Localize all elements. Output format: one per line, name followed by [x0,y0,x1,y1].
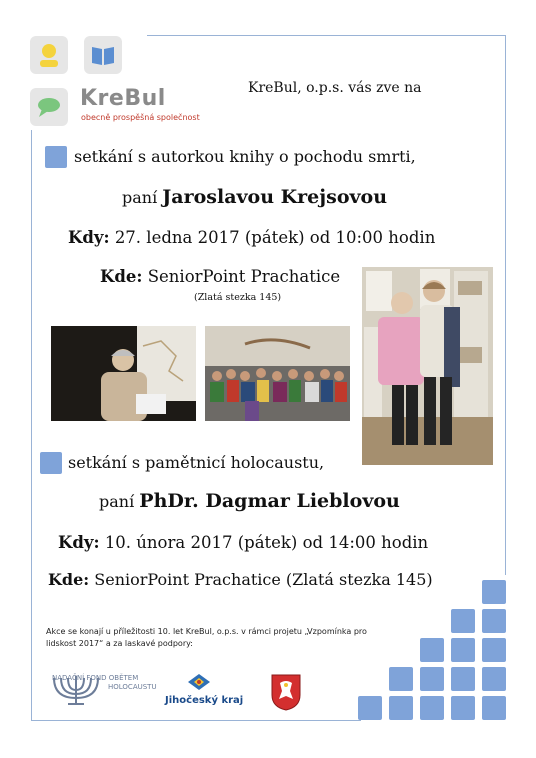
event1-when [68,228,435,247]
event2-where-label: Kde: [48,570,90,589]
event2-intro: setkání s pamětnicí holocaustu, [68,453,325,472]
frame-right-line [505,35,506,575]
event1-guest-prefix: paní [122,188,158,207]
coat-of-arms-icon [270,673,302,711]
deco-square [451,696,475,720]
deco-square [420,638,444,662]
frame-left-line [31,130,32,720]
event1-when-value: 27. ledna 2017 (pátek) od 10:00 hodin [114,228,436,247]
event1-where-detail: (Zlatá stezka 145) [194,292,282,303]
event2-when-label: Kdy: [58,533,100,552]
deco-square [389,667,413,691]
deco-square [358,696,382,720]
event1-intro: setkání s autorkou knihy o pochodu smrti, [74,147,416,166]
event2-when [58,533,428,552]
deco-square [482,696,506,720]
event2-where-value: SeniorPoint Prachatice (Zlatá stezka 145) [94,570,433,589]
event2-where [48,570,433,589]
event1-where [100,267,340,286]
footer-note: Akce se konají u příležitosti 10. let KreBul, o.p.s. v rámci projetu „Vzpomínka pro lidskost 2017“ a za laskavé podpory: [46,627,367,648]
photo-two-women [362,267,493,465]
event2-when-value: 10. února 2017 (pátek) od 14:00 hodin [104,533,429,552]
deco-square [420,667,444,691]
event2-guest-prefix: paní [99,492,135,511]
deco-square [482,638,506,662]
frame-top-line [147,35,505,36]
invitation-line: KreBul, o.p.s. vás zve na [248,80,422,96]
event1-when-label: Kdy: [68,228,110,247]
event1-guest-name: Jaroslavou Krejsovou [162,186,388,208]
event1-guest [122,186,387,208]
sponsor1-line1: NADAČNÍ FOND OBĚTEM [52,674,139,682]
speech-bubble-icon [30,88,68,126]
deco-square [451,638,475,662]
deco-square [451,609,475,633]
person-icon [30,36,68,74]
logo-name: KreBul [80,86,166,111]
event1-where-value: SeniorPoint Prachatice [147,267,341,286]
bullet-square [45,146,67,168]
event2-guest [99,490,400,512]
deco-square [451,667,475,691]
deco-square [389,696,413,720]
photo-author-reading [51,326,196,421]
logo-subtitle: obecně prospěšná společnost [81,113,200,122]
event2-guest-name: PhDr. Dagmar Lieblovou [139,490,400,512]
photo-group-students [205,326,350,421]
frame-bottom-line [31,720,361,721]
region-emblem-icon [186,672,212,692]
book-icon [84,36,122,74]
deco-square [420,696,444,720]
deco-square [482,667,506,691]
bullet-square [40,452,62,474]
deco-square [482,580,506,604]
deco-square [482,609,506,633]
sponsor1-line2: HOLOCAUSTU [108,683,157,691]
event1-where-label: Kde: [100,267,143,286]
sponsor2-name: Jihočeský kraj [165,695,244,706]
